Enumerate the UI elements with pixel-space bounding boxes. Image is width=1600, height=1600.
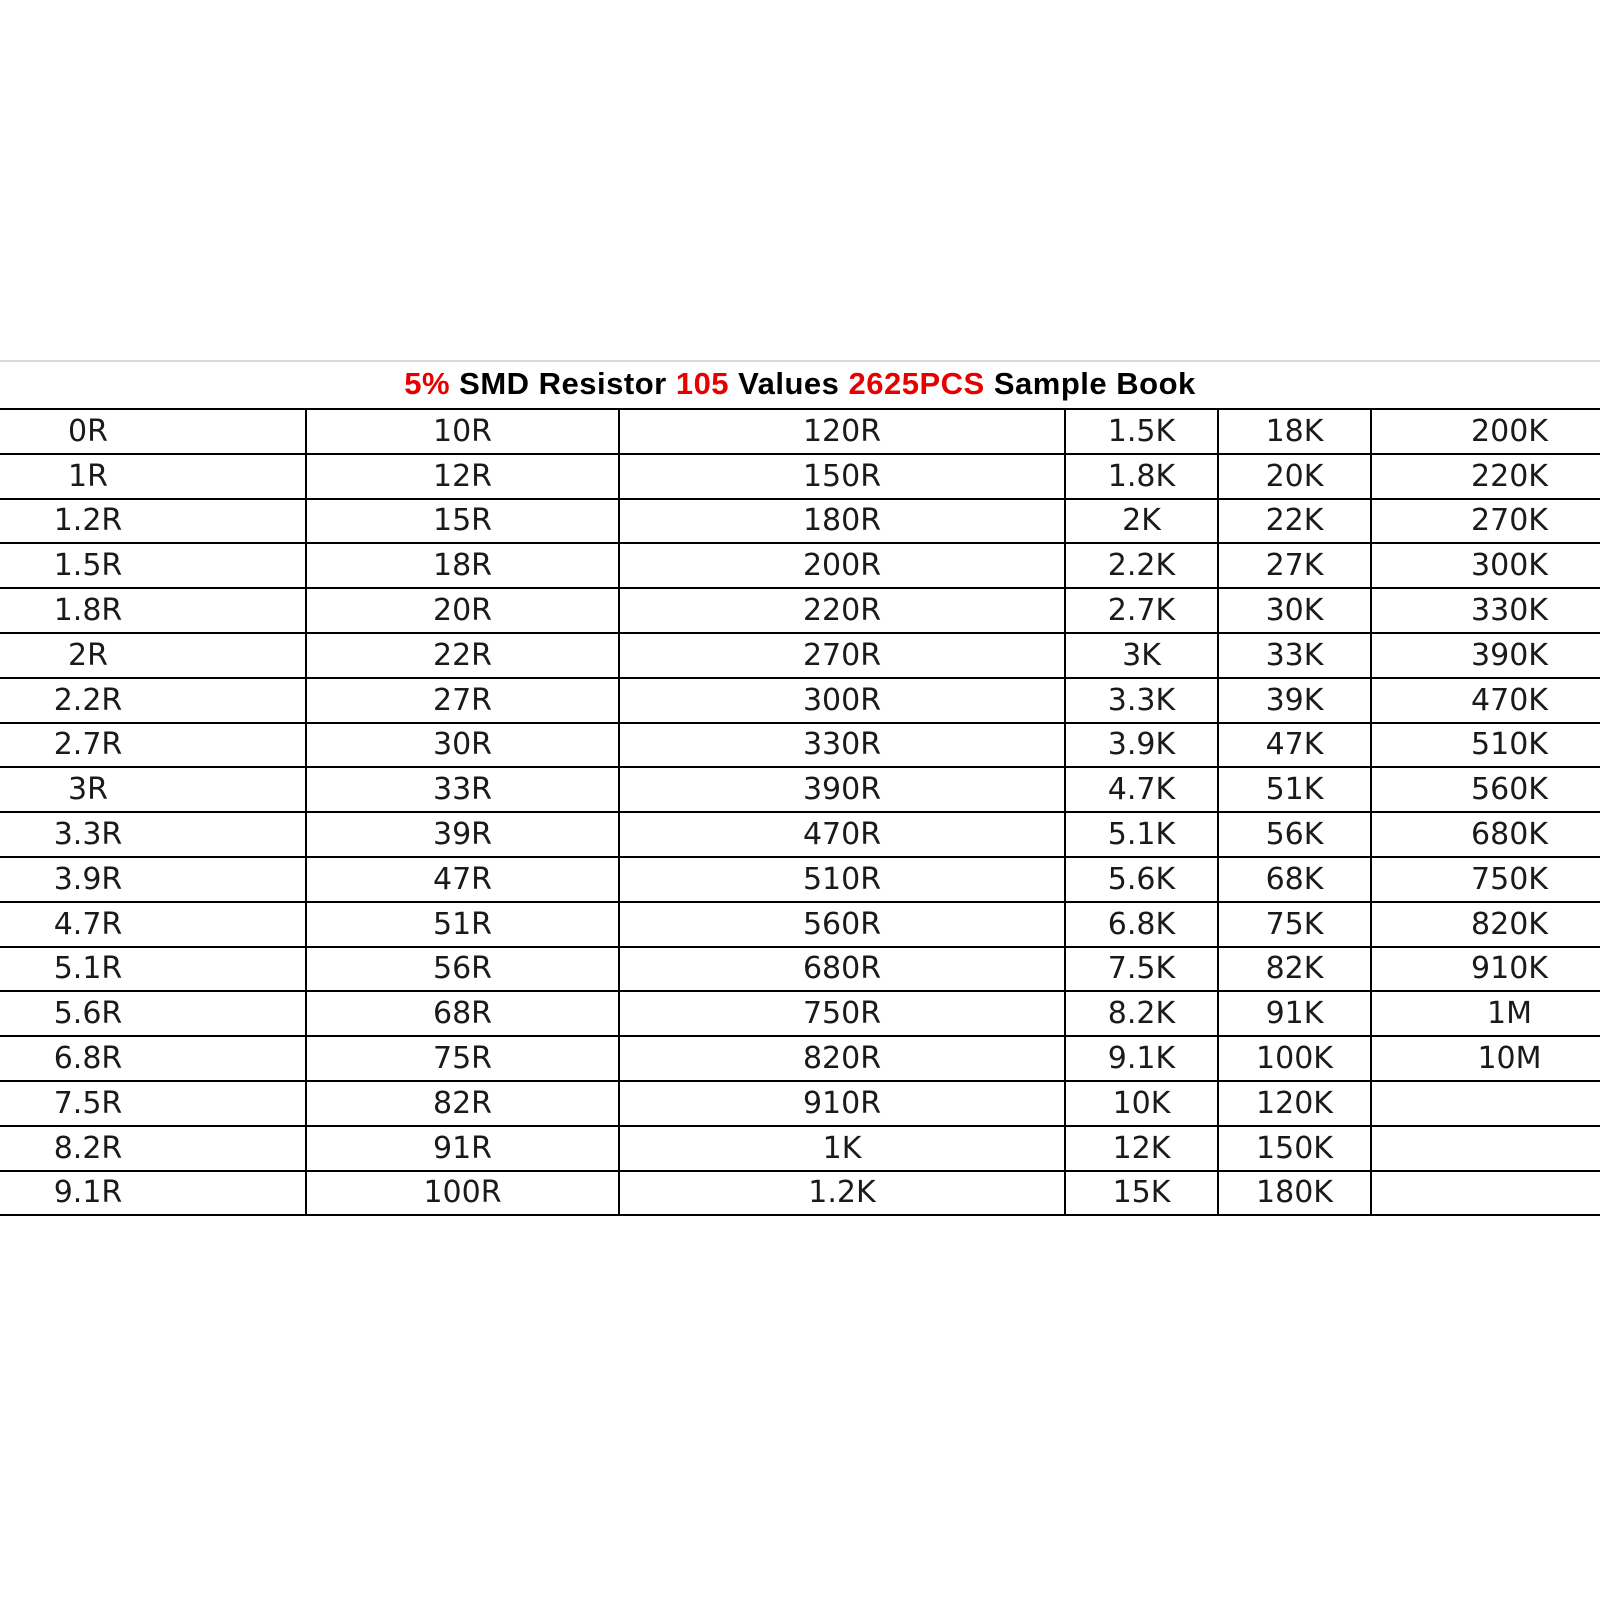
table-cell [306, 1036, 619, 1081]
resistor-value: 330K [1471, 593, 1548, 629]
resistor-value: 75R [432, 1041, 493, 1077]
table-cell [0, 499, 306, 544]
resistor-value: 47R [432, 861, 493, 897]
resistor-value: 560K [1471, 772, 1548, 808]
resistor-value: 2.2K [1107, 548, 1176, 584]
table-cell [1065, 857, 1218, 902]
resistor-value: 100K [1256, 1041, 1333, 1077]
table-cell [1371, 947, 1600, 992]
table-cell [0, 409, 306, 454]
table-cell [0, 723, 306, 768]
resistor-value: 75K [1265, 906, 1324, 942]
resistor-value: 5.1R [53, 951, 123, 987]
resistor-value: 5.1K [1107, 817, 1176, 853]
resistor-value: 56K [1265, 817, 1324, 853]
table-cell [0, 588, 306, 633]
table-cell [619, 902, 1065, 947]
resistor-value: 68K [1265, 861, 1324, 897]
resistor-value: 470R [802, 817, 882, 853]
table-cell [0, 633, 306, 678]
table-cell [306, 812, 619, 857]
table-row [0, 947, 1600, 992]
resistor-value: 270R [802, 637, 882, 673]
table-cell [1065, 499, 1218, 544]
table-cell [306, 902, 619, 947]
table-cell [1218, 767, 1371, 812]
resistor-value: 3R [68, 772, 108, 808]
table-cell [0, 1126, 306, 1171]
table-cell [1065, 633, 1218, 678]
resistor-value: 300K [1471, 548, 1548, 584]
table-cell [306, 588, 619, 633]
resistor-value: 820R [802, 1041, 882, 1077]
table-cell [619, 633, 1065, 678]
table-cell [306, 409, 619, 454]
table-cell [0, 678, 306, 723]
table-cell [619, 543, 1065, 588]
table-cell [306, 723, 619, 768]
table-cell [1218, 1126, 1371, 1171]
table-row [0, 499, 1600, 544]
table-cell [619, 588, 1065, 633]
table-row [0, 1126, 1600, 1171]
resistor-value: 82K [1265, 951, 1324, 987]
resistor-value: 39K [1265, 682, 1324, 718]
resistor-value: 910R [802, 1085, 882, 1121]
table-cell [306, 1081, 619, 1126]
table-cell [1065, 543, 1218, 588]
resistor-value: 5.6K [1107, 861, 1176, 897]
table-cell [306, 499, 619, 544]
resistor-value: 330R [802, 727, 882, 763]
title-part: SMD Resistor [450, 366, 676, 401]
table-cell [1218, 991, 1371, 1036]
table-row [0, 409, 1600, 454]
resistor-value: 270K [1471, 503, 1548, 539]
resistor-value: 12R [432, 458, 493, 494]
table-cell [1371, 633, 1600, 678]
resistor-value: 820K [1471, 906, 1548, 942]
resistor-value: 5.6R [53, 996, 123, 1032]
resistor-value: 9.1R [53, 1175, 123, 1211]
resistor-value: 200R [802, 548, 882, 584]
table-cell [1371, 1081, 1600, 1126]
resistor-value: 1.8K [1107, 458, 1176, 494]
table-row [0, 1036, 1600, 1081]
table-cell [0, 857, 306, 902]
table-cell [306, 633, 619, 678]
title-part: 2625PCS [848, 366, 985, 401]
table-cell [1065, 1036, 1218, 1081]
resistor-value: 56R [432, 951, 493, 987]
resistor-value: 150K [1256, 1130, 1333, 1166]
table-cell [306, 991, 619, 1036]
resistor-value: 27K [1265, 548, 1324, 584]
resistor-value: 200K [1471, 413, 1548, 449]
table-cell [619, 454, 1065, 499]
resistor-value: 470K [1471, 682, 1548, 718]
resistor-value: 1.5K [1107, 413, 1176, 449]
table-cell [306, 454, 619, 499]
table-cell [619, 1126, 1065, 1171]
table-cell [1065, 1126, 1218, 1171]
table-cell [1371, 588, 1600, 633]
table-cell [1218, 902, 1371, 947]
table-cell [1218, 812, 1371, 857]
resistor-value: 10K [1112, 1085, 1171, 1121]
resistor-value: 220K [1471, 458, 1548, 494]
resistor-value: 390R [802, 772, 882, 808]
resistor-value: 91K [1265, 996, 1324, 1032]
table-row [0, 902, 1600, 947]
resistor-value: 15R [432, 503, 493, 539]
table-cell [1218, 454, 1371, 499]
table-cell [1218, 1036, 1371, 1081]
table-row [0, 588, 1600, 633]
resistor-value: 20K [1265, 458, 1324, 494]
table-cell [1065, 1081, 1218, 1126]
table-row [0, 812, 1600, 857]
resistor-value: 100R [423, 1175, 502, 1211]
resistor-value: 2.7R [53, 727, 123, 763]
table-row [0, 633, 1600, 678]
resistor-value: 1.8R [53, 593, 123, 629]
resistor-value: 1R [68, 458, 108, 494]
resistor-value: 180K [1256, 1175, 1333, 1211]
resistor-value: 20R [432, 593, 493, 629]
resistor-value: 15K [1112, 1175, 1171, 1211]
resistor-value: 0R [68, 413, 108, 449]
table-cell [1371, 678, 1600, 723]
table-cell [619, 947, 1065, 992]
table-row [0, 767, 1600, 812]
table-cell [306, 857, 619, 902]
table-cell [1065, 723, 1218, 768]
table-cell [619, 678, 1065, 723]
resistor-value: 1.2R [53, 503, 123, 539]
table-cell [619, 767, 1065, 812]
resistor-value: 8.2K [1107, 996, 1176, 1032]
table-cell [1065, 812, 1218, 857]
table-cell [1065, 991, 1218, 1036]
table-cell [1065, 588, 1218, 633]
table-cell [1371, 543, 1600, 588]
resistor-value: 10R [432, 413, 493, 449]
resistor-value: 12K [1112, 1130, 1171, 1166]
table-cell [1218, 633, 1371, 678]
resistor-value: 8.2R [53, 1130, 123, 1166]
resistor-value: 750R [802, 996, 882, 1032]
resistor-value: 51R [432, 906, 493, 942]
resistor-value: 680R [802, 951, 882, 987]
table-cell [306, 767, 619, 812]
table-cell [1218, 409, 1371, 454]
table-cell [0, 767, 306, 812]
table-cell [0, 454, 306, 499]
resistor-value: 33K [1265, 637, 1324, 673]
resistor-value: 120R [802, 413, 882, 449]
table-cell [1065, 409, 1218, 454]
table-cell [1218, 543, 1371, 588]
table-cell [1371, 767, 1600, 812]
table-row [0, 991, 1600, 1036]
table-row [0, 454, 1600, 499]
table-cell [619, 409, 1065, 454]
resistor-value: 47K [1265, 727, 1324, 763]
resistor-values-table [0, 408, 1600, 1216]
table-cell [1218, 857, 1371, 902]
table-cell [0, 1036, 306, 1081]
table-cell [0, 812, 306, 857]
table-cell [1065, 454, 1218, 499]
resistor-value: 4.7R [53, 906, 123, 942]
resistor-value: 2.2R [53, 682, 123, 718]
table-cell [0, 1081, 306, 1126]
table-cell [1371, 857, 1600, 902]
table-cell [619, 499, 1065, 544]
resistor-value: 2K [1122, 503, 1161, 539]
resistor-value: 1.5R [53, 548, 123, 584]
resistor-value: 30K [1265, 593, 1324, 629]
table-cell [1065, 902, 1218, 947]
resistor-value: 560R [802, 906, 882, 942]
table-row [0, 723, 1600, 768]
table-cell [1371, 723, 1600, 768]
table-cell [619, 1081, 1065, 1126]
resistor-value: 120K [1256, 1085, 1333, 1121]
table-row [0, 543, 1600, 588]
resistor-value: 27R [432, 682, 493, 718]
resistor-value: 910K [1471, 951, 1548, 987]
table-cell [1371, 499, 1600, 544]
table-cell [1065, 1171, 1218, 1216]
resistor-value: 82R [432, 1085, 493, 1121]
resistor-value: 22K [1265, 503, 1324, 539]
resistor-value: 3.9K [1107, 727, 1176, 763]
table-cell [306, 947, 619, 992]
resistor-value: 2.7K [1107, 593, 1176, 629]
table-row [0, 1081, 1600, 1126]
resistor-value: 39R [432, 817, 493, 853]
table-row [0, 678, 1600, 723]
table-cell [1218, 1171, 1371, 1216]
table-cell [0, 991, 306, 1036]
resistor-value: 6.8K [1107, 906, 1176, 942]
resistor-value: 91R [432, 1130, 493, 1166]
table-cell [1218, 1081, 1371, 1126]
table-cell [1218, 947, 1371, 992]
table-cell [0, 1171, 306, 1216]
table-cell [1218, 499, 1371, 544]
resistor-value: 3.3R [53, 817, 123, 853]
table-cell [619, 857, 1065, 902]
table-cell [1371, 409, 1600, 454]
table-cell [1371, 454, 1600, 499]
resistor-value: 22R [432, 637, 493, 673]
table-cell [619, 1036, 1065, 1081]
resistor-value: 2R [68, 637, 108, 673]
table-cell [619, 991, 1065, 1036]
resistor-value: 33R [432, 772, 493, 808]
table-cell [1065, 947, 1218, 992]
title-part: Values [729, 366, 849, 401]
title-part: 105 [675, 366, 730, 401]
resistor-value: 6.8R [53, 1041, 123, 1077]
resistor-value: 4.7K [1107, 772, 1176, 808]
table-cell [1371, 812, 1600, 857]
resistor-value: 510K [1471, 727, 1548, 763]
resistor-value: 30R [432, 727, 493, 763]
resistor-value: 750K [1471, 861, 1548, 897]
table-cell [1065, 767, 1218, 812]
table-cell [306, 1126, 619, 1171]
table-cell [619, 812, 1065, 857]
table-cell [1371, 902, 1600, 947]
table-cell [1218, 723, 1371, 768]
sheet-title [0, 360, 1600, 408]
title-part: 5% [404, 366, 451, 401]
resistor-value: 7.5K [1107, 951, 1176, 987]
table-cell [619, 723, 1065, 768]
resistor-value: 3.9R [53, 861, 123, 897]
table-cell [1371, 991, 1600, 1036]
table-cell [0, 902, 306, 947]
resistor-value: 51K [1265, 772, 1324, 808]
resistor-value: 68R [432, 996, 493, 1032]
resistor-value: 7.5R [53, 1085, 123, 1121]
resistor-value: 1.2K [808, 1175, 876, 1211]
resistor-value: 390K [1471, 637, 1548, 673]
resistor-value: 10M [1477, 1041, 1542, 1077]
table-cell [619, 1171, 1065, 1216]
resistor-value: 18R [432, 548, 493, 584]
resistor-value: 680K [1471, 817, 1548, 853]
table-body [0, 409, 1600, 1215]
table-cell [1371, 1171, 1600, 1216]
table-cell [1371, 1036, 1600, 1081]
table-cell [0, 543, 306, 588]
table-row [0, 1171, 1600, 1216]
resistor-value: 300R [802, 682, 882, 718]
table-cell [1065, 678, 1218, 723]
table-cell [306, 1171, 619, 1216]
table-row [0, 857, 1600, 902]
table-cell [1218, 588, 1371, 633]
table-cell [1218, 678, 1371, 723]
title-part: Sample Book [984, 366, 1196, 401]
resistor-value: 220R [802, 593, 882, 629]
table-cell [1371, 1126, 1600, 1171]
resistor-value: 3.3K [1107, 682, 1176, 718]
resistor-value: 3K [1122, 637, 1161, 673]
resistor-value: 9.1K [1107, 1041, 1176, 1077]
table-cell [306, 543, 619, 588]
resistor-value: 1K [822, 1130, 862, 1166]
resistor-value: 180R [802, 503, 882, 539]
resistor-value: 150R [802, 458, 882, 494]
table-cell [306, 678, 619, 723]
resistor-value: 510R [802, 861, 882, 897]
resistor-value: 1M [1487, 996, 1532, 1032]
resistor-value: 18K [1265, 413, 1324, 449]
table-cell [0, 947, 306, 992]
